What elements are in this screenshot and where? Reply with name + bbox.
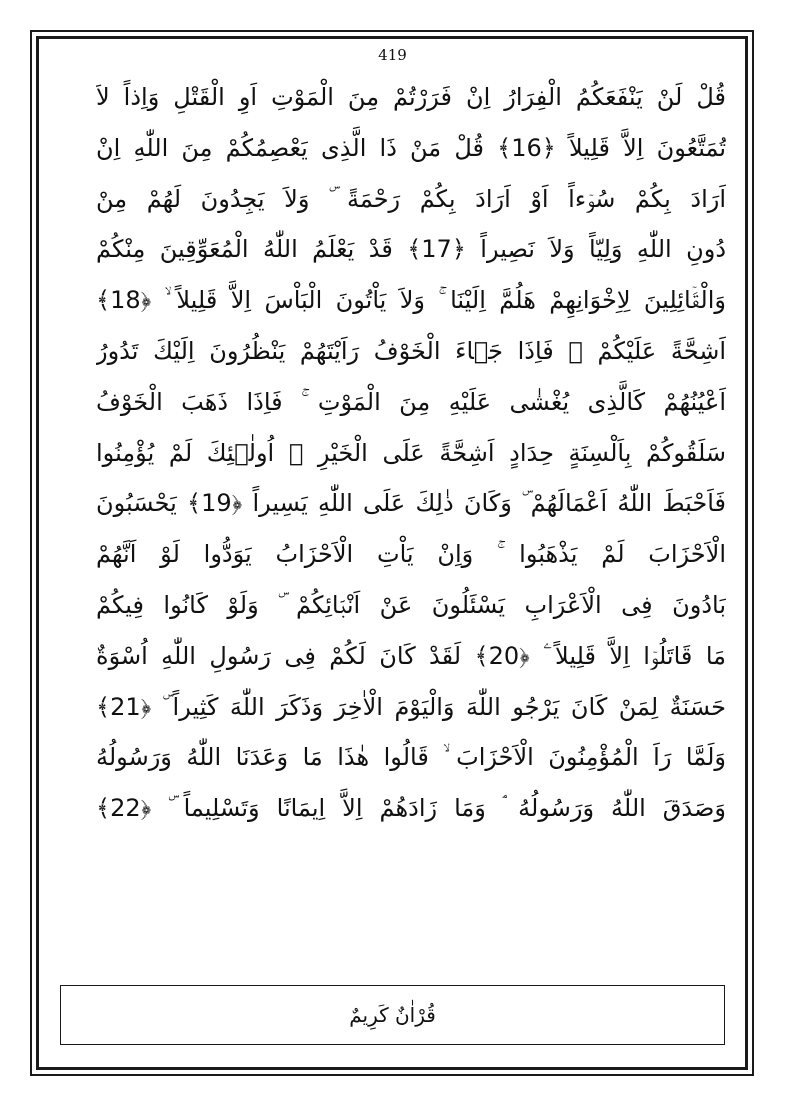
page-number: 419 [378,46,407,64]
text-line: وَصَدَقَ اللّٰهُ وَرَسُولُهُ ۘ وَمَا زَادَهُمْ اِلاَّ اِيمَانًا وَتَسْلِيماً ۜ ﴿22﴾ [96,794,726,823]
text-line: بَادُونَ فِى الْاَعْرَابِ يَسْئَلُونَ عَنْ اَنْبَۤائِكُمْ ۜ وَلَوْ كَانُوا فِيكُمْ [96,590,726,619]
text-line: مَا قَاتَلُوۤا اِلاَّ قَلِيلاً ۧ ﴿20﴾ لَقَدْ كَانَ لَكُمْ فِى رَسُولِ اللّٰهِ اُسْوَةٌ [96,641,726,670]
text-line: الْاَحْزَابَ لَمْ يَذْهَبُوا ۚ وَاِنْ يَاْتِ الْاَحْزَابُ يَوَدُّوا لَوْ اَنَّهُمْ [96,540,726,569]
text-line: وَالْقَۤائِلِينَ لِاِخْوَانِهِمْ هَلُمَّ اِلَيْنَا ۚ وَلاَ يَاْتُونَ الْبَاْسَ اِلاَّ قَلِيلاً ۙ ﴿18﴾ [96,286,726,315]
text-line: تُمَتَّعُونَ اِلاَّ قَلِيلاً ﴿16﴾ قُلْ مَنْ ذَا الَّذِى يَعْصِمُكُمْ مِنَ اللّٰهِ اِنْ [96,133,726,162]
footer-box [60,985,725,1045]
text-line: سَلَقُوكُمْ بِاَلْسِنَةٍ حِدَادٍ اَشِحَّةً عَلَى الْخَيْرِ ۜ اُولٰۤئِكَ لَمْ يُؤْمِنُوا [96,438,726,467]
text-line: وَلَمَّا رَاَ الْمُؤْمِنُونَ الْاَحْزَابَ ۙ قَالُوا هٰذَا مَا وَعَدَنَا اللّٰهُ وَرَسُولُهُ [96,743,726,772]
verse-text-block [96,72,726,834]
text-line: فَاَحْبَطَ اللّٰهُ اَعْمَالَهُمْ ۜ وَكَانَ ذٰلِكَ عَلَى اللّٰهِ يَسِيراً ﴿19﴾ يَحْسَبُونَ [96,489,726,518]
text-line: اَشِحَّةً عَلَيْكُمْ ۚ فَاِذَا جَۤاءَ الْخَوْفُ رَاَيْتَهُمْ يَنْظُرُونَ اِلَيْكَ تَدُورُ [96,336,726,365]
footer-title: قُرْاٰنٌ كَرِيمٌ [349,1003,436,1027]
text-line: قُلْ لَنْ يَنْفَعَكُمُ الْفِرَارُ اِنْ فَرَرْتُمْ مِنَ الْمَوْتِ اَوِ الْقَتْلِ وَاِذاً لاَ [96,83,726,111]
text-line: حَسَنَةٌ لِمَنْ كَانَ يَرْجُو اللّٰهَ وَالْيَوْمَ الْاٰخِرَ وَذَكَرَ اللّٰهَ كَثِيراً ۜ ﴿21﴾ [96,692,726,721]
text-line: اَعْيُنُهُمْ كَالَّذِى يُغْشٰى عَلَيْهِ مِنَ الْمَوْتِ ۚ فَاِذَا ذَهَبَ الْخَوْفُ [96,387,726,416]
text-line: اَرَادَ بِكُمْ سُوۤءاً اَوْ اَرَادَ بِكُمْ رَحْمَةً ۜ وَلاَ يَجِدُونَ لَهُمْ مِنْ [96,184,726,213]
text-line: دُونِ اللّٰهِ وَلِيّاً وَلاَ نَصِيراً ﴿17﴾ قَدْ يَعْلَمُ اللّٰهُ الْمُعَوِّقِينَ مِنْكُمْ [96,235,726,264]
